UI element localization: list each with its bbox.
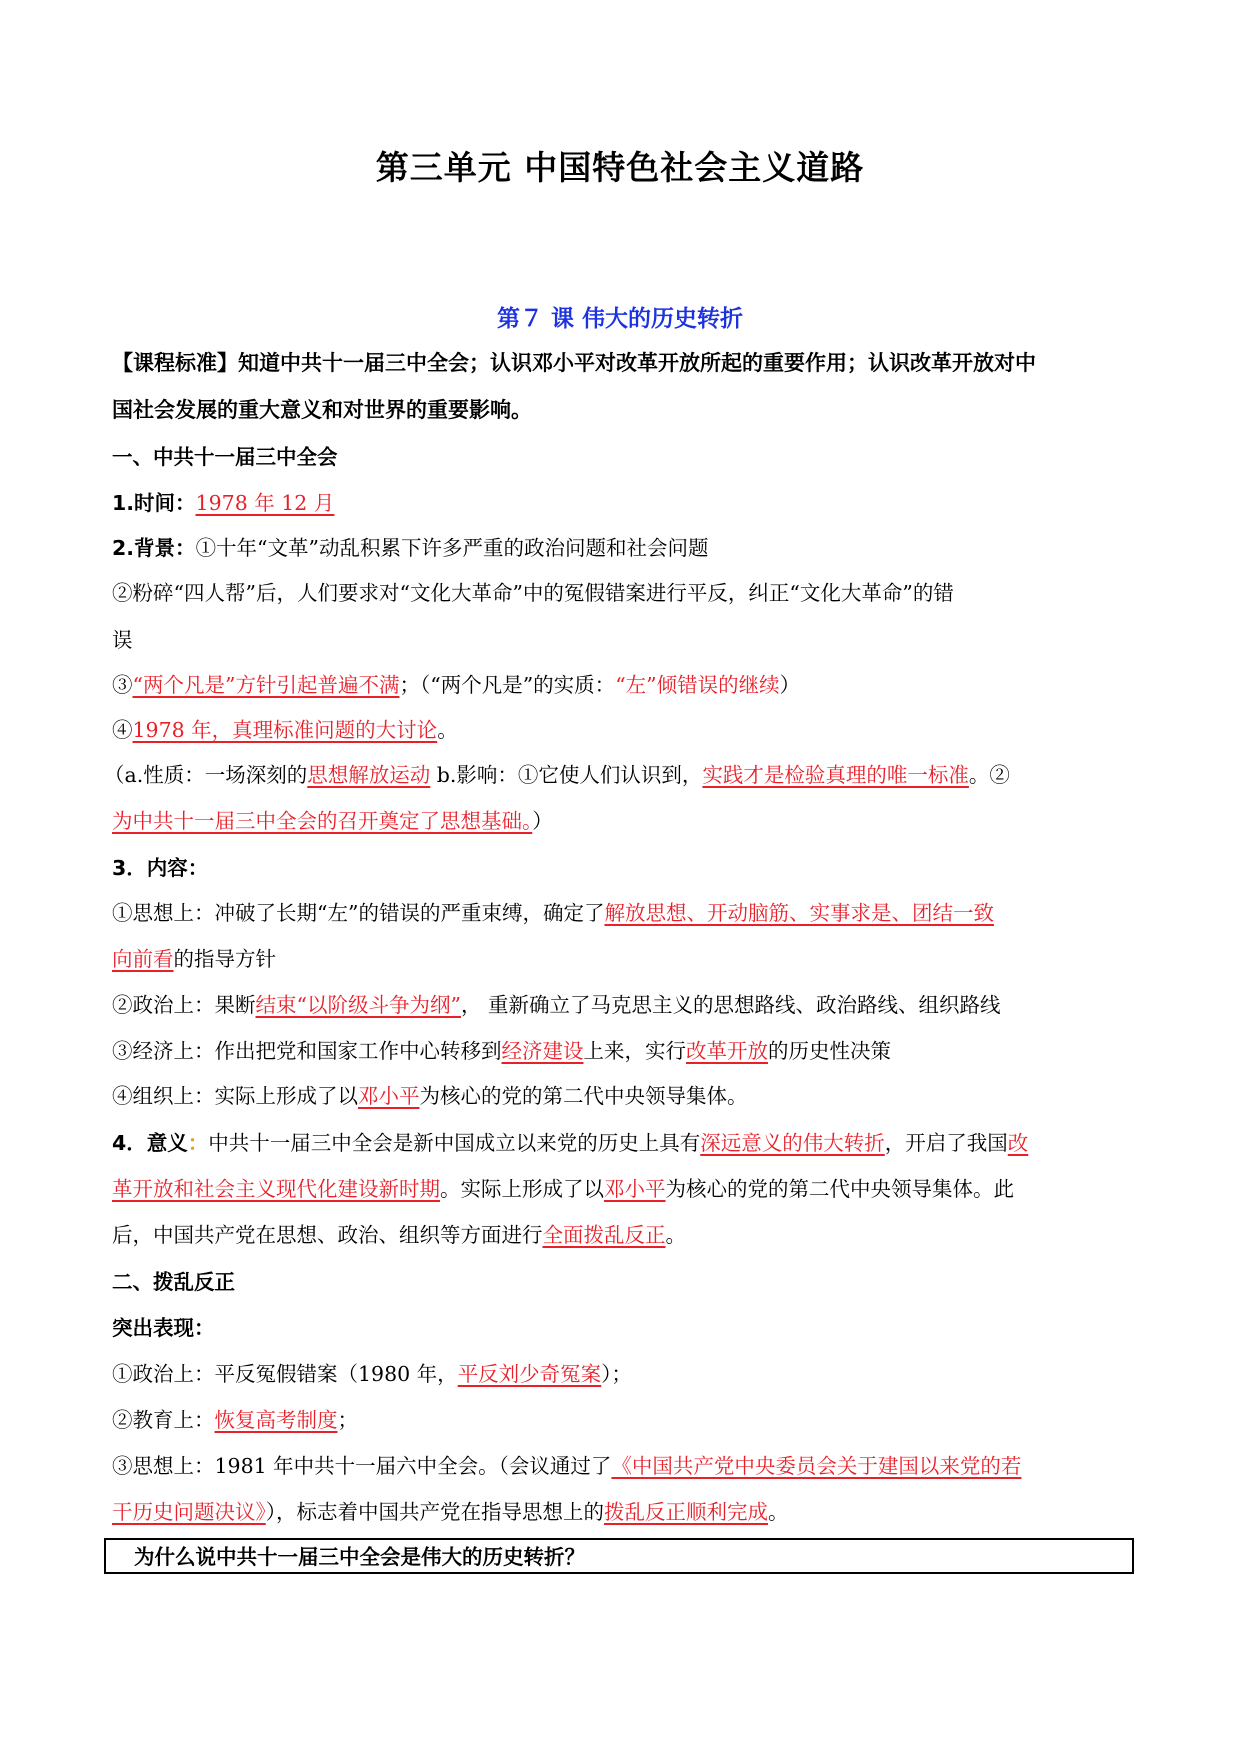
content-label: 3．内容： — [112, 856, 209, 880]
time-value: 1978 年 12 月 — [195, 491, 335, 515]
content-line-2 — [112, 990, 1000, 1020]
bringing-order-text: 全面拨乱反正 — [542, 1223, 666, 1247]
order-restored-text: 拨乱反正顺利完成 — [604, 1500, 768, 1524]
new-era-text: 革开放和社会主义现代化建设新时期 — [112, 1177, 440, 1201]
gaokao-text: 恢复高考制度 — [214, 1408, 338, 1432]
content-3-mid: 上来，实行 — [583, 1039, 686, 1063]
background-4-end: 。 — [437, 718, 458, 742]
reform-opening-text: 改革开放 — [686, 1039, 768, 1063]
note-2-end: ） — [532, 809, 553, 833]
section-2-item-2 — [112, 1405, 358, 1435]
new-era-text-start: 改 — [1007, 1131, 1029, 1155]
background-3-end: ） — [779, 673, 801, 697]
content-1b-end: 的指导方针 — [173, 947, 276, 971]
item-3b-mid: ），标志着中国共产党在指导思想上的 — [265, 1500, 604, 1524]
time-label: 1.时间： — [112, 491, 196, 515]
liu-shaoqi-text: 平反刘少奇冤案 — [457, 1362, 602, 1386]
unit-title: 第三单元 中国特色社会主义道路 — [375, 148, 865, 187]
significance-3a: 后，中国共产党在思想、政治、组织等方面进行 — [112, 1223, 543, 1247]
background-item-2b: 误 — [112, 628, 133, 652]
background-item-2a: ②粉碎“四人帮”后，人们要求对“文化大革命”中的冤假错案进行平反，纠正“文化大革命”的错 — [112, 581, 954, 605]
background-line-4 — [112, 715, 458, 745]
note-1b: b.影响：①它使人们认识到， — [430, 763, 703, 787]
economic-construction-text: 经济建设 — [501, 1039, 584, 1063]
lesson-title: 第７ 课 伟大的历史转折 — [496, 306, 743, 332]
background-3-prefix: ③ — [112, 673, 133, 697]
content-3-end: 的历史性决策 — [768, 1039, 891, 1063]
item-1-end: ）； — [601, 1362, 632, 1386]
deng-xiaoping-text: 邓小平 — [358, 1084, 420, 1108]
significance-2b: 为核心的党的第二代中央领导集体。此 — [665, 1177, 1014, 1201]
section-2-item-1 — [112, 1359, 632, 1389]
background-item-1: ①十年“文革”动乱积累下许多严重的政治问题和社会问题 — [195, 536, 709, 560]
significance-1a: 中共十一届三中全会是新中国成立以来党的历史上具有 — [208, 1131, 701, 1155]
significance-line-2 — [112, 1174, 1014, 1204]
significance-line-1 — [112, 1128, 1028, 1158]
truth-debate-text: 1978 年，真理标准问题的大讨论 — [132, 718, 438, 742]
time-line — [112, 488, 334, 518]
item-2-prefix: ②教育上： — [112, 1408, 215, 1432]
content-2-prefix: ②政治上：果断 — [112, 993, 256, 1017]
section-1-heading: 一、中共十一届三中全会 — [112, 445, 338, 469]
significance-line-3 — [112, 1220, 686, 1250]
background-4-prefix: ④ — [112, 718, 133, 742]
question-text: 为什么说中共十一届三中全会是伟大的历史转折？ — [134, 1545, 585, 1569]
content-line-1 — [112, 898, 994, 928]
left-deviation-text: “左”倾错误的继续 — [615, 673, 780, 697]
significance-1b: ，开启了我国 — [884, 1131, 1008, 1155]
curriculum-standard-line-2: 国社会发展的重大意义和对世界的重要影响。 — [112, 398, 532, 422]
ideological-foundation-text: 为中共十一届三中全会的召开奠定了思想基础。 — [112, 809, 533, 833]
note-1c: 。② — [968, 763, 1010, 787]
content-3-prefix: ③经济上：作出把党和国家工作中心转移到 — [112, 1039, 502, 1063]
content-2-end: ， 重新确立了马克思主义的思想路线、政治路线、组织路线 — [460, 993, 1001, 1017]
background-line-3 — [112, 670, 800, 700]
note-line-2 — [112, 806, 553, 836]
end-class-struggle-text: 结束“以阶级斗争为纲” — [255, 993, 461, 1017]
section-2-item-3b — [112, 1497, 789, 1527]
background-line-1 — [112, 533, 709, 563]
item-3b-end: 。 — [768, 1500, 789, 1524]
curriculum-standard-line-1: 【课程标准】知道中共十一届三中全会；认识邓小平对改革开放所起的重要作用；认识改革开放对中 — [112, 351, 1036, 375]
content-line-4 — [112, 1081, 748, 1111]
question-box — [104, 1538, 1134, 1574]
practice-criterion-text: 实践才是检验真理的唯一标准 — [702, 763, 969, 787]
content-4-end: 为核心的党的第二代中央领导集体。 — [419, 1084, 748, 1108]
deng-xiaoping-core-text: 邓小平 — [604, 1177, 666, 1201]
content-4-prefix: ④组织上：实际上形成了以 — [112, 1084, 358, 1108]
significance-colon: ： — [187, 1131, 209, 1155]
two-whatevers-text: “两个凡是”方针引起普遍不满 — [132, 673, 400, 697]
section-2-subheading: 突出表现： — [112, 1316, 215, 1340]
thought-liberation-text: 思想解放运动 — [307, 763, 431, 787]
section-2-heading: 二、拨乱反正 — [112, 1270, 235, 1294]
content-line-1b — [112, 944, 276, 974]
background-3-mid: ；（“两个凡是”的实质： — [399, 673, 616, 697]
significance-2a: 。实际上形成了以 — [440, 1177, 604, 1201]
item-3-prefix: ③思想上：1981 年中共十一届六中全会。（会议通过了 — [112, 1454, 612, 1478]
resolution-title-text-cont: 干历史问题决议》 — [112, 1500, 266, 1524]
guiding-principle-text-cont: 向前看 — [112, 947, 174, 971]
content-line-3 — [112, 1036, 891, 1066]
section-2-item-3 — [112, 1451, 1021, 1481]
background-label: 2.背景： — [112, 536, 196, 560]
guiding-principle-text: 解放思想、开动脑筋、实事求是、团结一致 — [604, 901, 994, 925]
significance-3-end: 。 — [665, 1223, 686, 1247]
item-1-prefix: ①政治上：平反冤假错案（1980 年， — [112, 1362, 458, 1386]
great-turning-point-text: 深远意义的伟大转折 — [700, 1131, 885, 1155]
item-2-end: ； — [337, 1408, 358, 1432]
significance-label: 4．意义 — [112, 1131, 188, 1155]
resolution-title-text: 《中国共产党中央委员会关于建国以来党的若 — [611, 1454, 1022, 1478]
note-1a: （a.性质：一场深刻的 — [104, 763, 308, 787]
note-line-1 — [104, 760, 1010, 790]
content-1-prefix: ①思想上：冲破了长期“左”的错误的严重束缚，确定了 — [112, 901, 605, 925]
